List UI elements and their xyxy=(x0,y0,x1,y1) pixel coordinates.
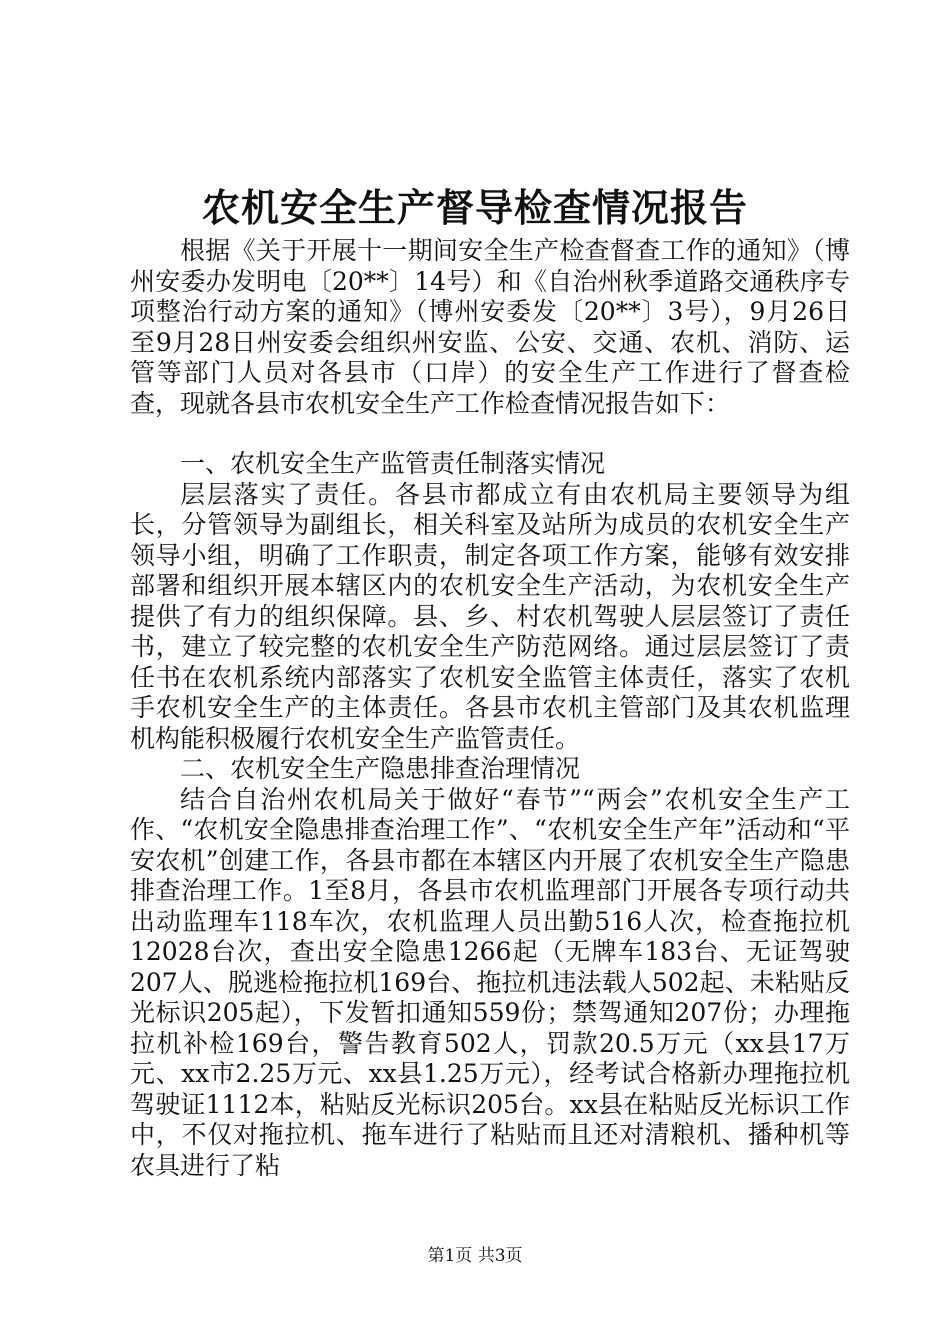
section-heading-2: 二、农机安全生产隐患排查治理情况 xyxy=(180,754,581,783)
document-body xyxy=(130,236,850,1181)
intro-paragraph: 根据《关于开展十一期间安全生产检查督查工作的通知》（博州安委办发明电〔20**〕14号）和《自治州秋季道路交通秩序专项整治行动方案的通知》（博州安委发〔20**〕3号），9月26日至9月28日州安委会组织州安监、公安、交通、农机、消防、运管等部门人员对各县市（口岸）的安全生产工作进行了督查检查，现就各县市农机安全生产工作检查情况报告如下： xyxy=(130,236,850,418)
section-heading-1: 一、农机安全生产监管责任制落实情况 xyxy=(180,449,606,478)
document-title: 农机安全生产督导检查情况报告 xyxy=(201,185,748,230)
section-paragraph-1: 层层落实了责任。各县市都成立有由农机局主要领导为组长，分管领导为副组长，相关科室及站所为成员的农机安全生产领导小组，明确了工作职责，制定各项工作方案，能够有效安排部署和组织开展本辖区内的农机安全生产活动，为农机安全生产提供了有力的组织保障。县、乡、村农机驾驶人层层签订了责任书，建立了较完整的农机安全生产防范网络。通过层层签订了责任书在农机系统内部落实了农机安全监管主体责任，落实了农机手农机安全生产的主体责任。各县市农机主管部门及其农机监理机构能积极履行农机安全生产监管责任。 xyxy=(130,479,850,753)
page-number-footer: 第1页 共3页 xyxy=(427,1246,523,1266)
section-paragraph-2: 结合自治州农机局关于做好“春节”“两会”农机安全生产工作、“农机安全隐患排查治理工作”、“农机安全生产年”活动和“平安农机”创建工作，各县市都在本辖区内开展了农机安全生产隐患排查治理工作。1至8月，各县市农机监理部门开展各专项行动共出动监理车118车次，农机监理人员出勤516人次，检查拖拉机12028台次，查出安全隐患1266起（无牌车183台、无证驾驶207人、脱逃检拖拉机169台、拖拉机违法载人502起、未粘贴反光标识205起），下发暂扣通知559份；禁驾通知207份；办理拖拉机补检169台，警告教育502人，罚款20.5万元（xx县17万元、xx市2.25万元、xx县1.25万元），经考试合格新办理拖拉机驾驶证1112本，粘贴反光标识205台。xx县在粘贴反光标识工作中，不仅对拖拉机、拖车进行了粘贴而且还对清粮机、播种机等农具进行了粘 xyxy=(130,784,850,1180)
